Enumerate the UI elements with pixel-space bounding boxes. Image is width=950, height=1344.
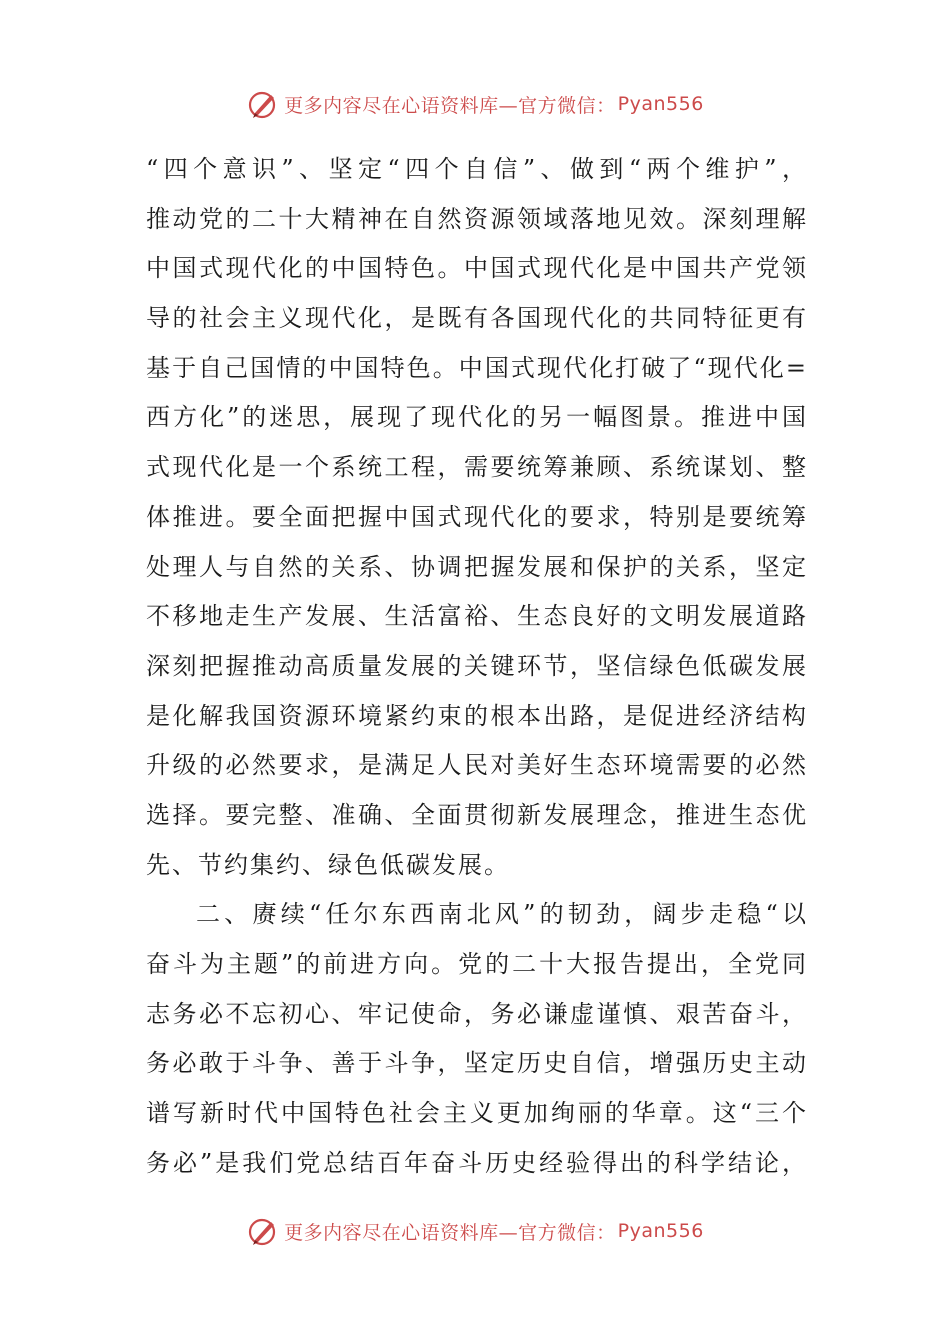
watermark-wechat-id: Pyan556: [617, 1220, 704, 1242]
text-line: 体推进。要全面把握中国式现代化的要求，特别是要统筹: [146, 502, 806, 531]
text-line: 是化解我国资源环境紧约束的根本出路，是促进经济结构: [146, 701, 806, 730]
document-body: [146, 145, 806, 1188]
text-line: 中国式现代化的中国特色。中国式现代化是中国共产党领: [146, 254, 806, 283]
text-line: 深刻把握推动高质量发展的关键环节，坚信绿色低碳发展: [146, 651, 806, 680]
watermark-text: 更多内容尽在心语资料库—官方微信：: [284, 94, 616, 117]
text-line: 处理人与自然的关系、协调把握发展和保护的关系，坚定: [146, 552, 806, 581]
text-line: 志务必不忘初心、牢记使命，务必谦虚谨慎、艰苦奋斗，: [146, 999, 806, 1028]
watermark-text: 更多内容尽在心语资料库—官方微信：: [284, 1221, 616, 1244]
text-line: 先、节约集约、绿色低碳发展。: [146, 850, 510, 879]
text-line: 谱写新时代中国特色社会主义更加绚丽的华章。这“三个: [146, 1099, 806, 1128]
text-line: 推动党的二十大精神在自然资源领域落地见效。深刻理解: [146, 204, 806, 233]
pen-logo-icon: [246, 87, 280, 121]
text-line: 式现代化是一个系统工程，需要统筹兼顾、系统谋划、整: [146, 453, 806, 482]
pen-logo-icon: [246, 1214, 280, 1248]
text-line-paragraph-start: 二、赓续“任尔东西南北风”的韧劲，阔步走稳“以: [196, 900, 806, 929]
text-line: 不移地走生产发展、生活富裕、生态良好的文明发展道路: [146, 602, 806, 631]
text-line: 务必敢于斗争、善于斗争，坚定历史自信，增强历史主动: [146, 1049, 806, 1078]
text-line: 务必”是我们党总结百年奋斗历史经验得出的科学结论，: [146, 1148, 806, 1177]
watermark-header: [0, 84, 950, 124]
text-line: 奋斗为主题”的前进方向。党的二十大报告提出，全党同: [146, 950, 806, 978]
watermark-footer: [0, 1211, 950, 1251]
text-line: 基于自己国情的中国特色。中国式现代化打破了“现代化=: [146, 353, 806, 382]
text-line: 升级的必然要求，是满足人民对美好生态环境需要的必然: [146, 751, 806, 780]
watermark-wechat-id: Pyan556: [617, 93, 704, 115]
text-line: 选择。要完整、准确、全面贯彻新发展理念，推进生态优: [146, 800, 806, 829]
text-line: 导的社会主义现代化，是既有各国现代化的共同特征更有: [146, 304, 806, 333]
text-line: “四个意识”、坚定“四个自信”、做到“两个维护”，: [146, 155, 806, 183]
text-line: 西方化”的迷思，展现了现代化的另一幅图景。推进中国: [146, 403, 806, 432]
